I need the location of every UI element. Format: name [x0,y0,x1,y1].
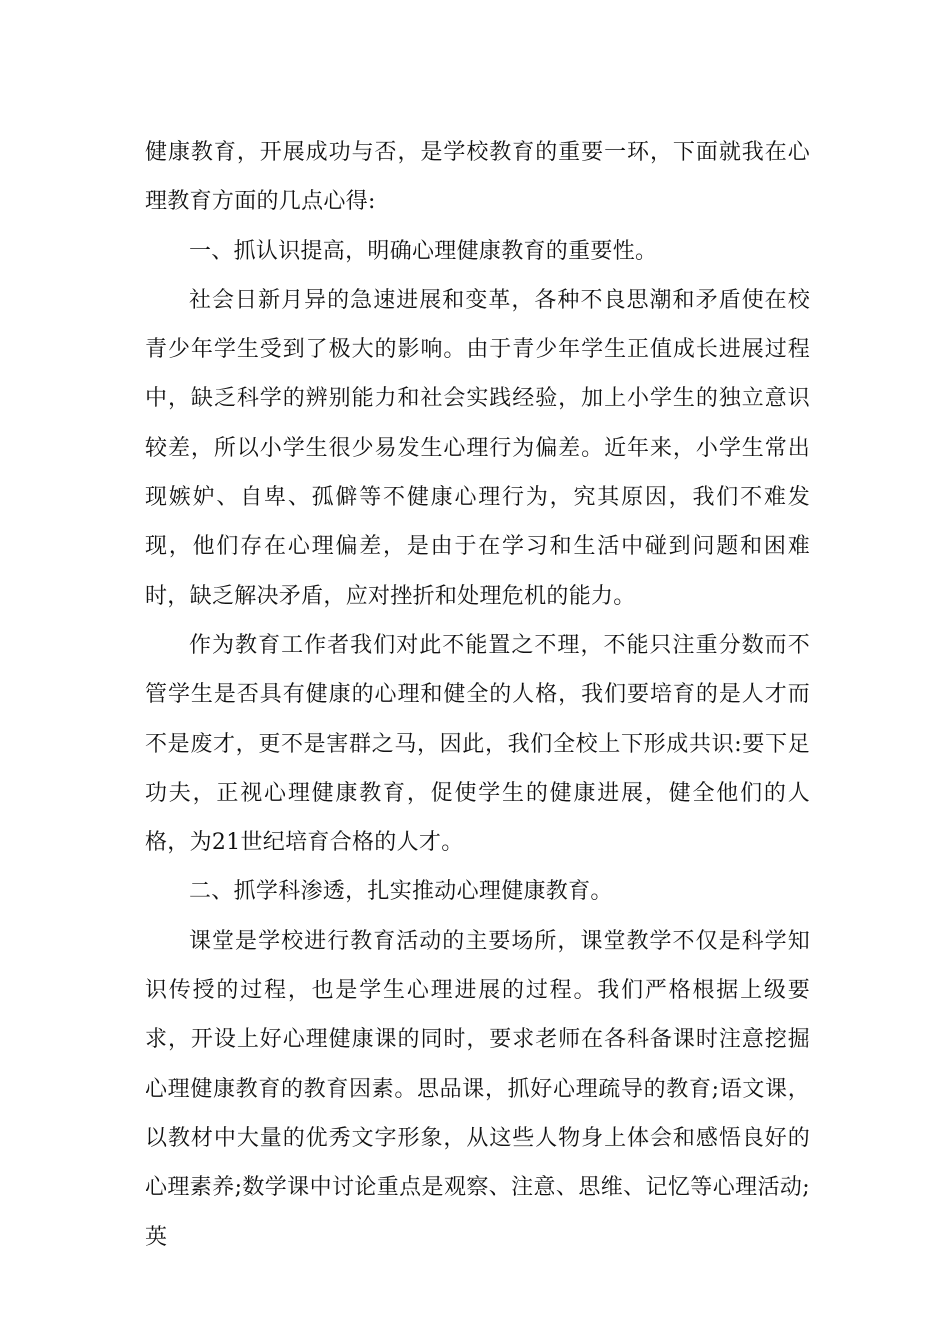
paragraph-4: 课堂是学校进行教育活动的主要场所，课堂教学不仅是科学知识传授的过程，也是学生心理进展的过程。我们严格根据上级要求，开设上好心理健康课的同时，要求老师在各科备课时注意挖掘心理健康教育的教育因素。思品课，抓好心理疏导的教育;语文课，以教材中大量的优秀文字形象，从这些人物身上体会和感悟良好的心理素养;数学课中讨论重点是观察、注意、思维、记忆等心理活动;英 [145,928,810,1250]
heading-section-2: 二、抓学科渗透，扎实推动心理健康教育。 [189,879,613,905]
document-body [145,128,810,1262]
paragraph-2: 社会日新月异的急速进展和变革，各种不良思潮和矛盾使在校青少年学生受到了极大的影响。由于青少年学生正值成长进展过程中，缺乏科学的辨别能力和社会实践经验，加上小学生的独立意识较差，所以小学生很少易发生心理行为偏差。近年来，小学生常出现嫉妒、自卑、孤僻等不健康心理行为，究其原因，我们不难发现，他们存在心理偏差，是由于在学习和生活中碰到问题和困难时，缺乏解决矛盾，应对挫折和处理危机的能力。 [145,287,810,609]
paragraph-1: 健康教育，开展成功与否，是学校教育的重要一环，下面就我在心理教育方面的几点心得: [145,140,810,215]
heading-section-1: 一、抓认识提高，明确心理健康教育的重要性。 [189,238,658,264]
paragraph-3: 作为教育工作者我们对此不能置之不理，不能只注重分数而不管学生是否具有健康的心理和健全的人格，我们要培育的是人才而不是废才，更不是害群之马，因此，我们全校上下形成共识:要下足功夫，正视心理健康教育，促使学生的健康进展，健全他们的人格，为21世纪培育合格的人才。 [145,632,810,856]
